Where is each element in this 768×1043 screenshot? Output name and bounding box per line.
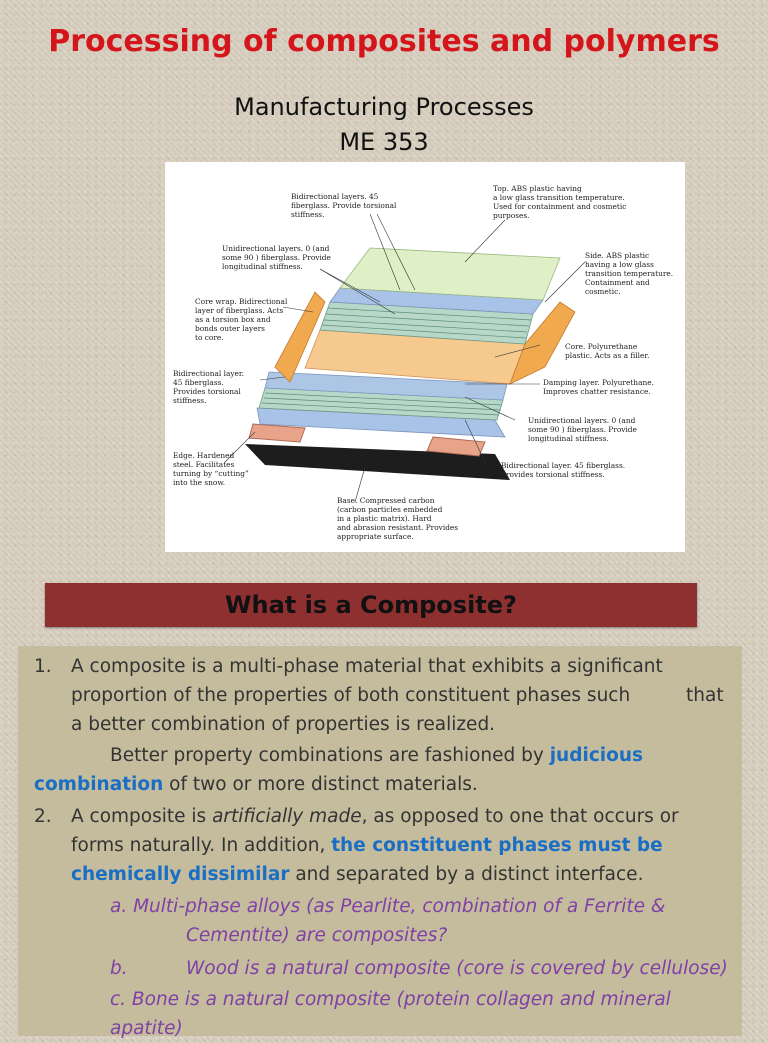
sub-item-a-line-1: a. Multi-phase alloys (as Pearlite, combination of a Ferrite &: [110, 896, 666, 917]
judicious-highlight: judicious: [549, 745, 644, 766]
label-damping: Damping layer. Polyurethane. Improves chatter resistance.: [543, 378, 654, 396]
sub-item-c-line-1: c. Bone is a natural composite (protein collagen and mineral: [110, 989, 671, 1010]
content-box: [18, 646, 742, 1039]
item-1-line-2: proportion of the properties of both constituent phases such: [71, 685, 631, 706]
label-bidirectional-bottom: Bidirectional layer. 45 fiberglass. Provides torsional stiffness.: [501, 461, 626, 479]
artificially-made-emphasis: artificially made: [212, 806, 362, 827]
constituent-phases-highlight: the constituent phases must be: [331, 835, 663, 856]
combination-highlight: combination: [34, 774, 164, 795]
label-side: Side. ABS plastic having a low glass transition temperature. Containment and cosmetic.: [585, 251, 674, 296]
slide-title: Processing of composites and polymers: [48, 24, 720, 59]
course-name: Manufacturing Processes: [234, 93, 534, 121]
item-1-line-3: a better combination of properties is realized.: [71, 714, 496, 735]
edge-left: [249, 424, 305, 442]
sub-item-b-text: Wood is a natural composite (core is covered by cellulose): [186, 958, 728, 979]
item-2-line-3: [71, 860, 643, 889]
item-2-text: A composite is: [71, 806, 213, 827]
ski-cross-section-figure: [165, 162, 685, 552]
chemically-dissimilar-highlight: chemically dissimilar: [71, 864, 290, 885]
label-core: Core. Polyurethane plastic. Acts as a filler.: [565, 342, 650, 360]
sub-item-c-line-2: apatite): [110, 1018, 183, 1039]
item-1-number: 1.: [34, 656, 52, 677]
label-unidirectional-bottom: Unidirectional layers. 0 (and some 90 ) fiberglass. Provide longitudinal stiffness.: [528, 416, 637, 443]
item-2-line-2-text: forms naturally. In addition,: [71, 835, 332, 856]
better-line-2: [34, 770, 478, 799]
label-bidirectional-top: Bidirectional layers. 45 fiberglass. Provide torsional stiffness.: [291, 192, 397, 219]
section-banner: [45, 583, 697, 627]
label-unidirectional-top: Unidirectional layers. 0 (and some 90 ) fiberglass. Provide longitudinal stiffness.: [222, 244, 331, 271]
sub-item-a-line-2: Cementite) are composites?: [186, 925, 448, 946]
course-code: ME 353: [339, 128, 429, 156]
item-2-line-3-text: and separated by a distinct interface.: [289, 864, 644, 885]
better-line-1: [110, 741, 643, 770]
better-text: Better property combinations are fashioned by: [110, 745, 550, 766]
item-2-line-2: [71, 831, 663, 860]
label-top: Top. ABS plastic having a low glass transition temperature. Used for containment and cosmetic purposes.: [493, 184, 627, 220]
item-2-number: 2.: [34, 806, 52, 827]
item-1-line-1: A composite is a multi-phase material that exhibits a significant: [71, 656, 663, 677]
banner-heading: What is a Composite?: [225, 591, 517, 619]
item-1-line-2-end: that: [686, 685, 724, 706]
label-edge: Edge. Hardened steel. Facilitates turning by “cutting” into the snow.: [173, 451, 249, 487]
label-bidirectional-mid: Bidirectional layer. 45 fiberglass. Provides torsional stiffness.: [173, 369, 244, 405]
item-2-line-1: [71, 802, 679, 831]
item-2-text-cont: , as opposed to one that occurs or: [361, 806, 679, 827]
sub-item-b-marker: b.: [110, 958, 128, 979]
label-base: Base. Compressed carbon (carbon particles embedded in a plastic matrix). Hard and abrasion resistant. Provides appropriate surface.: [337, 496, 459, 541]
better-text-end: of two or more distinct materials.: [163, 774, 478, 795]
label-core-wrap: Core wrap. Bidirectional layer of fiberglass. Acts as a torsion box and bonds outer layers to core.: [195, 297, 288, 342]
ski-cross-section-diagram: [165, 162, 685, 552]
